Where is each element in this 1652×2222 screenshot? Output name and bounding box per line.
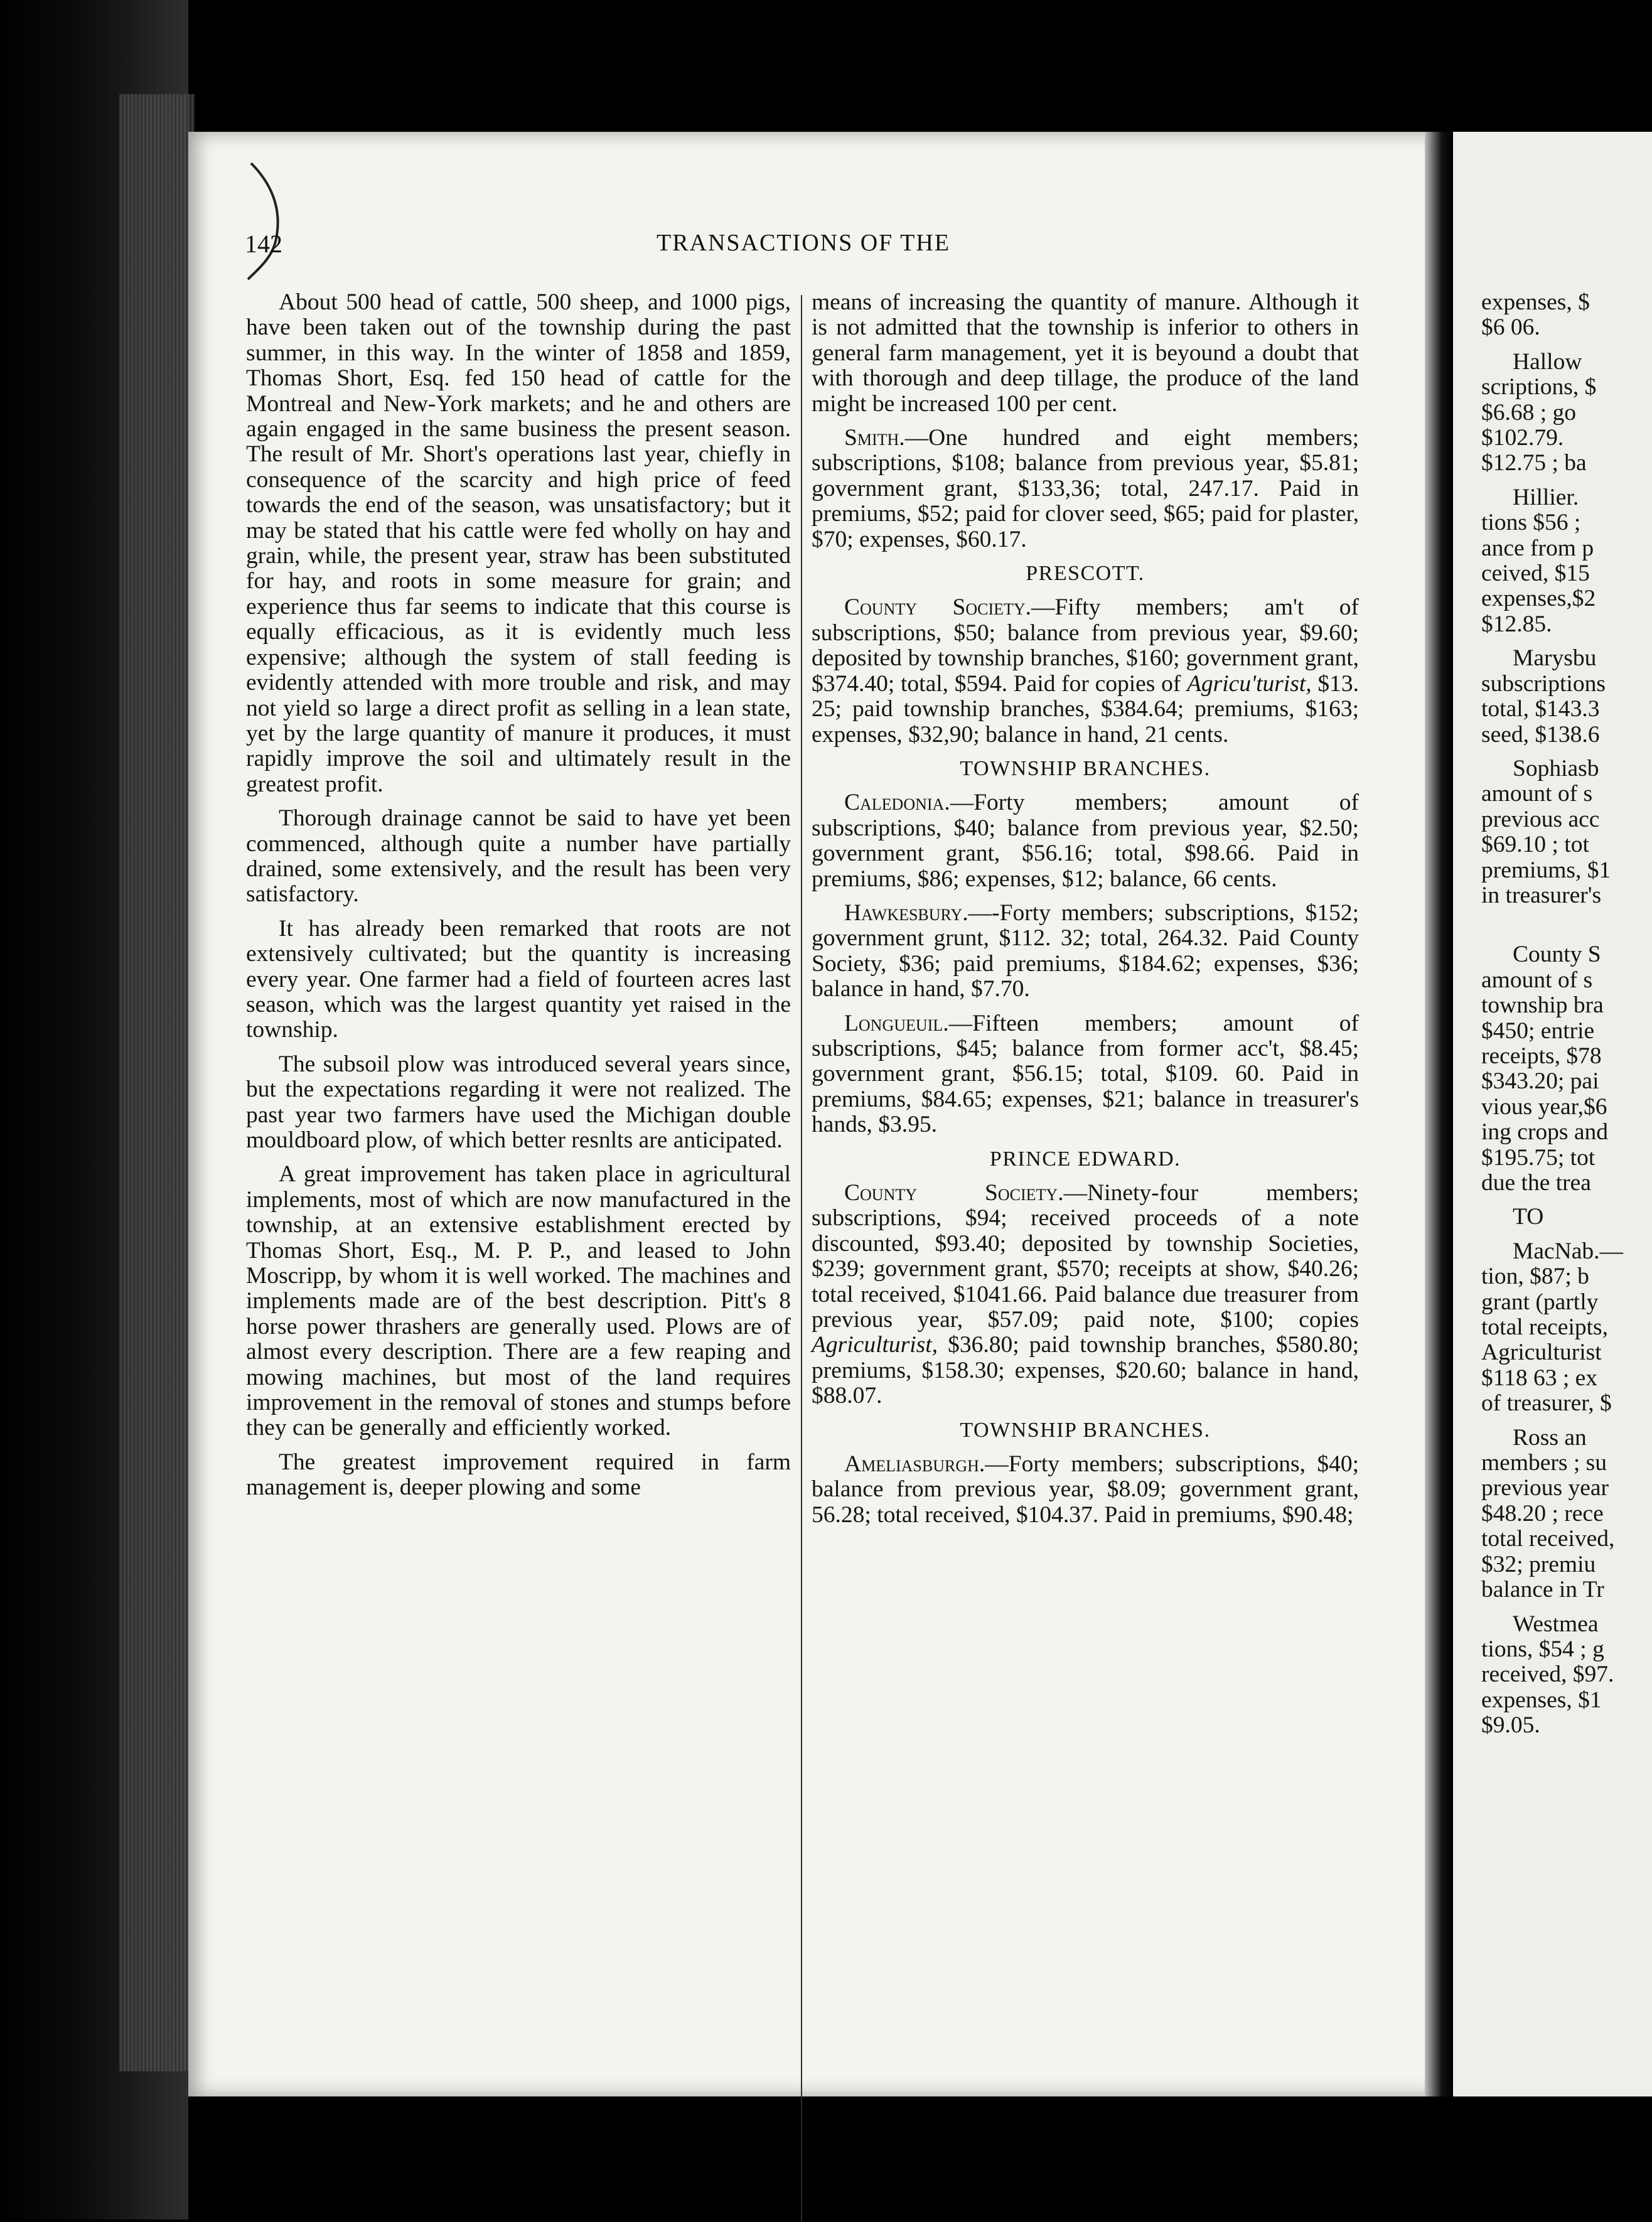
facing-page-line: $6.68 ; go [1481, 399, 1577, 426]
entry-text: —Ninety-four members; subscriptions, $94; received proceeds of a note discounted, $93.40; deposited by township Societies, $239; government grant, $570; receipts at show, $40.26; total received, $1041.66. Paid balance due treasurer from previous year, $57.09; paid note, $100; copies [812, 1180, 1360, 1333]
facing-page-line: $69.10 ; tot [1481, 832, 1589, 858]
paragraph: Thorough drainage cannot be said to have yet been commenced, although quite a number have partially drained, some extensively, and the result has been very satisfactory. [246, 805, 791, 908]
facing-page-line: previous acc [1481, 806, 1600, 832]
facing-page-line: Westmea [1513, 1611, 1599, 1637]
facing-page-line: vious year,$6 [1481, 1093, 1607, 1120]
facing-page-line: $195.75; tot [1481, 1144, 1596, 1171]
facing-page-line: tions, $54 ; g [1481, 1636, 1604, 1662]
entry-caledonia [812, 790, 1359, 892]
entry-text: —Forty members; subscriptions, $40; balance from previous year, $8.09; government grant, 56.28; total received, $104.37. Paid in premiums, $90.48; [812, 1451, 1359, 1528]
entry-text: —Fifteen members; amount of subscriptions, $45; balance from former acc't, $8.45; government grant, $56.15; total, $109. 60. Paid in premiums, $84.65; expenses, $21; balance in treasurer's hands, $3.95. [812, 1010, 1359, 1138]
entry-name: County Society. [844, 1180, 1064, 1206]
facing-page-line: subscriptions [1481, 670, 1606, 697]
facing-page-line: ceived, $15 [1481, 561, 1590, 587]
facing-page-line: expenses,$2 [1481, 586, 1596, 612]
facing-page-line: Hallow [1513, 348, 1582, 375]
entry-hawkesbury [812, 901, 1359, 1002]
facing-page-line: total, $143.3 [1481, 696, 1600, 722]
facing-page-line: Hillier. [1513, 484, 1579, 510]
section-heading: PRINCE EDWARD. [989, 1147, 1181, 1171]
right-column [812, 290, 1359, 1528]
entry-prescott-county [812, 595, 1359, 747]
section-heading: PRESCOTT. [1026, 562, 1145, 586]
facing-page-line: $343.20; pai [1481, 1068, 1599, 1095]
facing-page-line: $32; premiu [1481, 1551, 1596, 1577]
entry-smith [812, 426, 1359, 552]
facing-page-line: seed, $138.6 [1481, 721, 1600, 748]
paragraph: It has already been remarked that roots are not extensively cultivated; but the quantity is increasing every year. One farmer had a field of fourteen acres last season, which was the largest quantity yet raised in the township. [246, 915, 791, 1043]
entry-name: County Society. [844, 594, 1032, 621]
paragraph: means of increasing the quantity of manure. Although it is not admitted that the township is inferior to others in general farm management, yet it is beyound a doubt that with thorough and deep tillage, the produce of the land might be increased 100 per cent. [812, 289, 1359, 417]
facing-page-line: township bra [1481, 992, 1604, 1019]
entry-italic: Agriculturist, [812, 1332, 938, 1358]
facing-page-line: in treasurer's [1481, 882, 1602, 908]
facing-page-line: receipts, $78 [1481, 1043, 1602, 1069]
section-heading: TOWNSHIP BRANCHES. [960, 756, 1211, 780]
entry-name: Hawkesbury. [844, 899, 968, 926]
entry-text: —-Forty members; subscriptions, $152; government grunt, $112. 32; total, 264.32. Paid County Society, $36; paid premiums, $184.62; expenses, $36; balance in hand, $7.70. [812, 899, 1359, 1002]
facing-page-line: of treasurer, $ [1481, 1390, 1612, 1417]
facing-page-line: expenses, $ [1481, 289, 1590, 315]
column-divider [801, 295, 802, 2222]
paragraph: A great improvement has taken place in agricultural implements, most of which are now manufactured in the township, at an extensive establishment erected by Thomas Short, Esq., M. P. P., and leased to John Moscripp, by whom it is well worked. The machines and implements made are of the best description. Pitt's 8 horse power thrashers are generally used. Plows are of almost every description. There are a few reaping and mowing machines, but most of the land requires improvement in the removal of stones and stumps before they can be generally and efficiently worked. [246, 1161, 791, 1441]
facing-page-column [1481, 290, 1652, 1739]
paragraph: About 500 head of cattle, 500 sheep, and 1000 pigs, have been taken out of the township during the past summer, in this way. In the winter of 1858 and 1859, Thomas Short, Esq. fed 150 head of cattle for the Montreal and New-York markets; and he and others are again engaged in the same business the present season. The result of Mr. Short's operations last year, chiefly in consequence of the scarcity and high price of feed towards the end of the season, was unsatisfactory; but it may be stated that his cattle were fed wholly on hay and grain, while, the present year, straw has been substituted for hay, and roots in some measure for grain; and experience thus far seems to indicate that this course is equally efficacious, as it is evidently much less expensive; although the system of stall feeding is evidently attended with more trouble and risk, and may not yield so large a direct profit as selling in a lean state, yet by the large quantity of manure it produces, it must rapidly improve the soil and ultimately result in the greatest profit. [246, 289, 791, 797]
facing-page-line: tion, $87; b [1481, 1264, 1589, 1290]
page-edges [119, 94, 195, 2071]
facing-page-line: $118 63 ; ex [1481, 1365, 1598, 1391]
entry-ameliasburgh [812, 1452, 1359, 1528]
entry-name: Caledonia. [844, 790, 950, 816]
facing-page-line: $9.05. [1481, 1712, 1540, 1739]
facing-page-line: County S [1513, 942, 1601, 968]
entry-prince-edward-county [812, 1181, 1359, 1409]
entry-text: —Fifty members; am't of subscriptions, $50; balance from previous year, $9.60; deposited by township branches, $160; government grant, $374.40; total, $594. Paid for copies of [812, 594, 1359, 697]
facing-page-line: received, $97. [1481, 1661, 1614, 1688]
facing-page-line: Agriculturist [1481, 1339, 1602, 1366]
facing-page-line: scriptions, $ [1481, 374, 1597, 400]
facing-page-line: grant (partly [1481, 1289, 1599, 1315]
entry-italic: Agricu'turist, [1187, 670, 1312, 697]
facing-page-line: ing crops and [1481, 1119, 1609, 1146]
facing-page-line: total receipts, [1481, 1314, 1609, 1341]
entry-text: —Forty members; amount of subscriptions, $40; balance from previous year, $2.50; government grant, $56.16; total, $98.66. Paid in premiums, $86; expenses, $12; balance, 66 cents. [812, 790, 1359, 892]
facing-page-line: $6 06. [1481, 314, 1540, 341]
facing-page-line: Ross an [1513, 1424, 1587, 1451]
facing-page-line: members ; su [1481, 1450, 1607, 1476]
facing-page-line: Marysbu [1513, 645, 1597, 672]
facing-page-line: total received, [1481, 1526, 1615, 1552]
entry-text: $36.80; paid township branches, $580.80; premiums, $158.30; expenses, $20.60; balance in hand, $88.07. [812, 1332, 1359, 1409]
running-title: TRANSACTIONS OF THE [656, 230, 950, 256]
facing-page-line: amount of s [1481, 781, 1593, 807]
paragraph: The subsoil plow was introduced several years since, but the expectations regarding it were not realized. The past year two farmers have used the Michigan double mouldboard plow, of which better resnlts are anticipated. [246, 1051, 791, 1153]
page-number: 142 [245, 230, 282, 258]
facing-page-line: Sophiasb [1513, 755, 1599, 781]
entry-text: —One hundred and eight members; subscriptions, $108; balance from previous year, $5.81; government grant, $133,36; total, 247.17. Paid in premiums, $52; paid for clover seed, $65; paid for plaster, $70; expenses, $60.17. [812, 425, 1359, 552]
section-heading: TOWNSHIP BRANCHES. [960, 1418, 1211, 1442]
page-header [245, 229, 1362, 267]
facing-page-line: $48.20 ; rece [1481, 1500, 1604, 1527]
facing-page-line: previous year [1481, 1475, 1609, 1501]
facing-page-line: due the trea [1481, 1170, 1591, 1196]
facing-page-line: amount of s [1481, 967, 1593, 993]
facing-page-line: tions $56 ; [1481, 510, 1581, 536]
entry-name: Longueuil. [844, 1010, 949, 1036]
facing-page-line: balance in Tr [1481, 1577, 1604, 1603]
facing-page-line: TO [1513, 1204, 1544, 1230]
paragraph: The greatest improvement required in farm management is, deeper plowing and some [246, 1449, 791, 1501]
facing-page-line: $12.85. [1481, 611, 1552, 637]
facing-page-line: MacNab.— [1513, 1238, 1623, 1264]
facing-page-line: $102.79. [1481, 425, 1564, 451]
facing-page-line: expenses, $1 [1481, 1687, 1602, 1713]
facing-page-line: premiums, $1 [1481, 857, 1611, 883]
facing-page-line: $12.75 ; ba [1481, 450, 1587, 476]
entry-longueuil [812, 1011, 1359, 1138]
facing-page-line: ance from p [1481, 535, 1594, 561]
entry-name: Ameliasburgh. [844, 1451, 985, 1478]
entry-text: $13. 25; paid township branches, $384.64; premiums, $163; expenses, $32,90; balance in hand, 21 cents. [812, 670, 1359, 748]
facing-page-line: $450; entrie [1481, 1017, 1595, 1044]
left-column [246, 290, 791, 1501]
entry-name: Smith. [844, 425, 905, 451]
page-gutter [1425, 132, 1453, 2096]
